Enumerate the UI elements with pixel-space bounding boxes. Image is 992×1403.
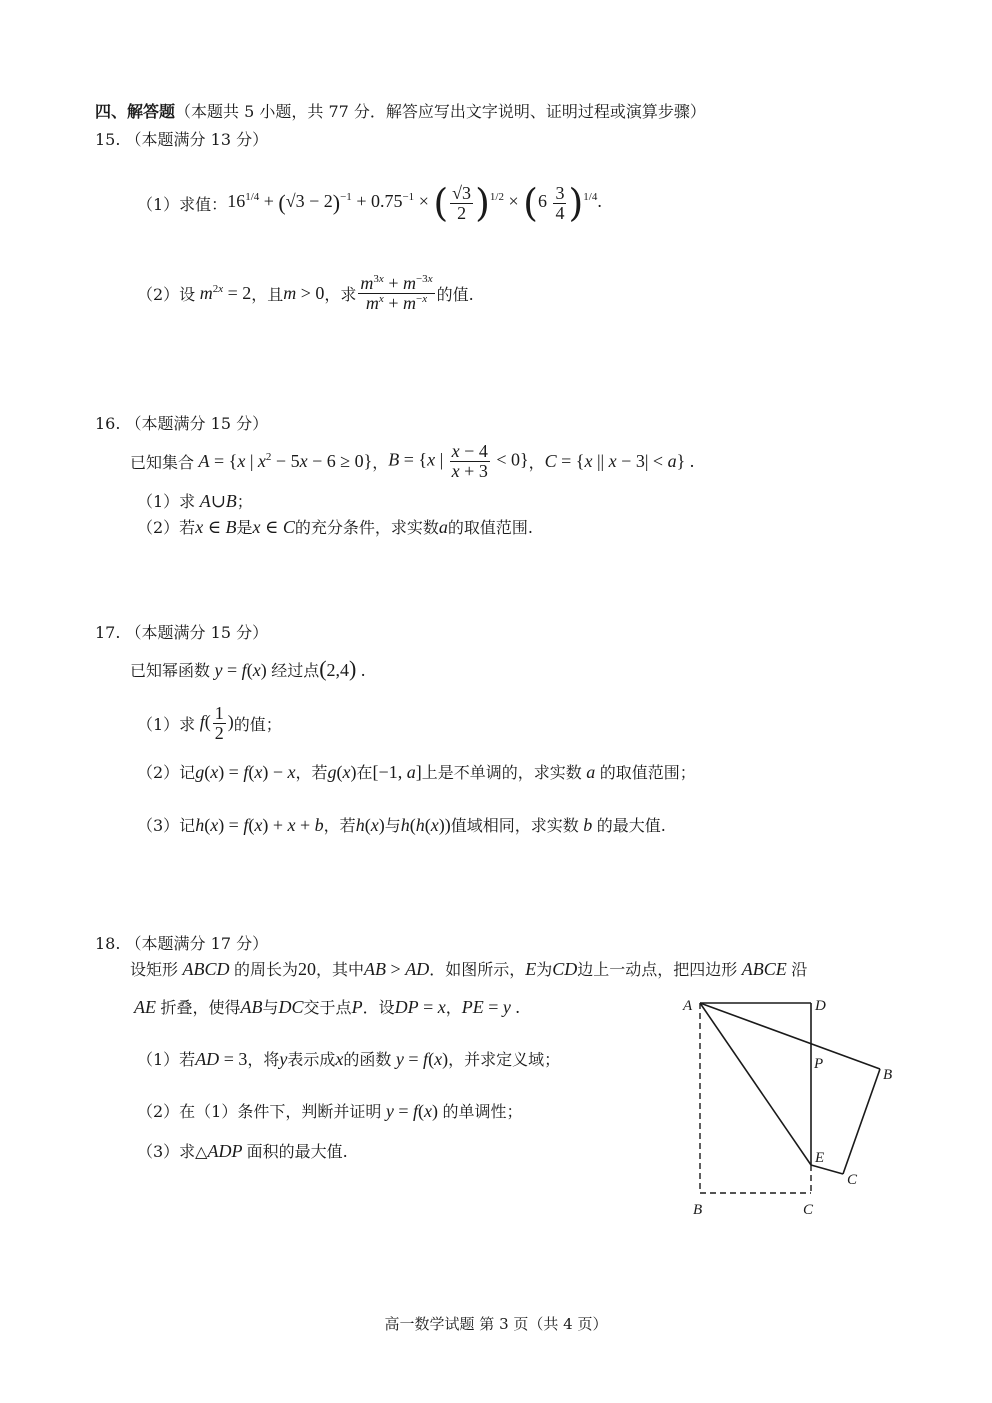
q16-set-a: A = {x | $x^2 - 5x - 6 \ge 0$} [198, 450, 373, 471]
q16-part2-a-var: a [438, 517, 448, 537]
q18-l2d: ．设 [362, 998, 395, 1017]
q17-header [95, 620, 268, 643]
q18-l1b: 的周长为 [234, 960, 299, 979]
q17-g-def: g(x) = f(x) − x [195, 762, 296, 782]
q16-part2-xb: x ∈ B [195, 517, 237, 537]
q16-part2-a: （2）若 [137, 518, 196, 537]
q15-part2-label: （2）设 [137, 284, 196, 304]
q18-l1g: 沿 [791, 960, 808, 979]
q18-l2e: ， [445, 998, 462, 1017]
q18-e: E [525, 959, 537, 979]
q16-intro: 已知集合 A = {x | $x^2 - 5x - 6 \ge 0$} ， B = {x | $\frac{x - 4}{x + 3}$ < 0} ， C = {x || x − 3| < a} . [130, 440, 695, 481]
q18-l1d: ．如图所示， [429, 960, 526, 979]
q16-set-b: B = {x | $\frac{x - 4}{x + 3}$ < 0} [388, 440, 529, 481]
q18-p1c: 表示成 [287, 1050, 336, 1069]
q15-part2-fraction: $\frac{m^{3x} + m^{-3x}}{m^x + m^{-x}}$ [360, 272, 433, 313]
q17-intro [130, 656, 365, 682]
q18-part1 [137, 1047, 560, 1070]
fold-line-ae [700, 1003, 811, 1165]
label-d: D [815, 998, 826, 1014]
q18-p3a: （3）求△ [137, 1142, 208, 1161]
label-a: A [683, 998, 693, 1014]
q15-part2 [137, 266, 474, 320]
q18-line2 [134, 995, 520, 1018]
q18-yfx2: y = f(x) [385, 1101, 443, 1121]
q18-l2b: 与 [262, 998, 279, 1017]
q18-line1 [130, 957, 807, 980]
q17-part3-d: 值域相同，求实数 [450, 816, 579, 835]
section-title: 四、解答题 [95, 102, 176, 121]
edge-ab-folded [700, 1003, 880, 1069]
q16-number: 16. [95, 414, 121, 433]
q18-part3 [137, 1139, 348, 1162]
q17-part2-a: （2）记 [137, 763, 196, 782]
q17-part1-expr: f( $\frac{1}{2}$ ) [199, 702, 234, 743]
q16-part1-expr: A∪B [199, 491, 237, 511]
q16-part1-label: （1）求 [137, 492, 196, 511]
q16-set-c: C = {x || x − 3| < a} . [544, 450, 695, 471]
q18-pe: PE = y . [461, 997, 520, 1017]
q17-part3-c: 与 [384, 816, 401, 835]
q17-part3-e: 的最大值. [596, 816, 666, 835]
q15-score: （本题满分 13 分） [125, 130, 269, 149]
q16-part2-c: 的充分条件，求实数 [294, 518, 439, 537]
q17-h-def: h(x) = f(x) + x + b [195, 815, 324, 835]
q15-part2-condition: $m^{2x} = 2$ [199, 282, 252, 303]
q15-part2-end: 的值. [436, 284, 474, 304]
q17-b-var: b [578, 815, 597, 835]
q17-score: （本题满分 15 分） [125, 623, 269, 642]
q18-figure [675, 990, 905, 1220]
q18-p3b: 面积的最大值. [246, 1142, 348, 1161]
q16-part1: （1）求 A∪B； [137, 491, 253, 511]
q18-number: 18. [95, 934, 121, 953]
q17-intro-a: 已知幂函数 [130, 661, 211, 680]
q18-p1e: ，并求定义域； [448, 1050, 561, 1069]
q18-l2a: 折叠，使得 [160, 998, 241, 1017]
q17-hh: h(h(x)) [400, 815, 451, 835]
q15-number: 15. [95, 130, 121, 149]
q18-perimeter: 20 [298, 959, 317, 979]
q17-part3 [137, 813, 666, 836]
q18-ab: AB [240, 997, 263, 1017]
q17-part2-b: ，若 [295, 763, 328, 782]
q16-score: （本题满分 15 分） [125, 414, 269, 433]
q17-number: 17. [95, 623, 121, 642]
q18-ad3: AD = 3 [195, 1049, 248, 1069]
section-note: （本题共 5 小题，共 77 分．解答应写出文字说明、证明过程或演算步骤） [175, 102, 706, 121]
q16-intro-text: 已知集合 [130, 452, 195, 472]
q15-part1 [137, 168, 602, 238]
q18-p1d: 的函数 [343, 1050, 392, 1069]
q16-part2 [137, 515, 533, 538]
q17-interval: [−1, a] [372, 762, 422, 782]
label-c-folded: C [847, 1172, 858, 1188]
q18-adp: ADP [207, 1141, 247, 1161]
q18-abcd: ABCD [178, 959, 235, 979]
q18-ab-gt-ad: AB > AD [364, 959, 430, 979]
q15-part2-find: ，求 [324, 284, 357, 304]
q18-x: x [335, 1049, 344, 1069]
q17-h: h(x) [355, 815, 385, 835]
q18-dp: DP = x [394, 997, 446, 1017]
q17-part3-b: ，若 [323, 816, 356, 835]
q17-part1-a: （1）求 [137, 714, 196, 734]
label-b-folded: B [883, 1067, 893, 1083]
q15-part2-m-positive: m > 0 [283, 282, 325, 303]
q18-l1a: 设矩形 [130, 960, 179, 979]
edge-ce-folded [811, 1165, 843, 1174]
q17-part2-e: 的取值范围； [599, 763, 696, 782]
q18-p1b: ，将 [247, 1050, 280, 1069]
q18-l1f: 边上一动点，把四边形 [577, 960, 738, 979]
q17-func: y = f(x) [214, 660, 272, 680]
q18-p1a: （1）若 [137, 1050, 196, 1069]
q17-point: (2,4) . [319, 656, 366, 681]
q17-part1-b: 的值； [233, 714, 282, 734]
q18-ae: AE [134, 997, 161, 1017]
label-e: E [815, 1150, 825, 1166]
page-footer: 高一数学试题 第 3 页（共 4 页） [384, 1315, 608, 1333]
q17-part2-c: 在 [356, 763, 373, 782]
q15-part1-expression: $16^{1/4} + (√3 - 2)^{-1} + 0.75^{-1}$ × ( $\frac{√3}{2}$ )$^{1/2}$ × (6 $\frac{3}{4}$ )$^{1/4}$. [227, 181, 602, 225]
q18-l2c: 交于点 [303, 998, 352, 1017]
q15-part1-label: （1）求值： [137, 194, 228, 214]
q18-part2 [137, 1099, 523, 1122]
q18-l1c: ，其中 [316, 960, 365, 979]
label-c-original: C [803, 1202, 814, 1218]
label-p: P [814, 1056, 824, 1072]
q17-part2 [137, 760, 696, 783]
q17-g: g(x) [327, 762, 357, 782]
q17-part1 [137, 700, 282, 746]
q18-score: （本题满分 17 分） [125, 934, 269, 953]
q18-cd: CD [552, 959, 578, 979]
q17-a-var: a [581, 762, 600, 782]
q18-l1e: 为 [536, 960, 553, 979]
q15-header [95, 127, 268, 150]
q15-part2-and: ，且 [251, 284, 284, 304]
edge-bc-folded [843, 1069, 880, 1174]
q16-header [95, 411, 268, 434]
section-header [95, 99, 706, 122]
q16-part2-d: 的取值范围. [447, 518, 533, 537]
q16-part2-b: 是 [236, 518, 253, 537]
label-b-original: B [693, 1202, 703, 1218]
q18-yfx: y = f(x) [395, 1049, 449, 1069]
q18-p2b: 的单调性； [442, 1102, 523, 1121]
q18-dc: DC [278, 997, 304, 1017]
q16-part2-xc: x ∈ C [252, 517, 295, 537]
q18-p: P [351, 997, 363, 1017]
q17-part2-d: 上是不单调的，求实数 [421, 763, 582, 782]
q18-header [95, 931, 268, 954]
q18-p2a: （2）在（1）条件下，判断并证明 [137, 1102, 382, 1121]
q18-abce: ABCE [737, 959, 792, 979]
q17-part3-a: （3）记 [137, 816, 196, 835]
q18-y: y [279, 1049, 288, 1069]
q17-intro-b: 经过点 [271, 661, 320, 680]
